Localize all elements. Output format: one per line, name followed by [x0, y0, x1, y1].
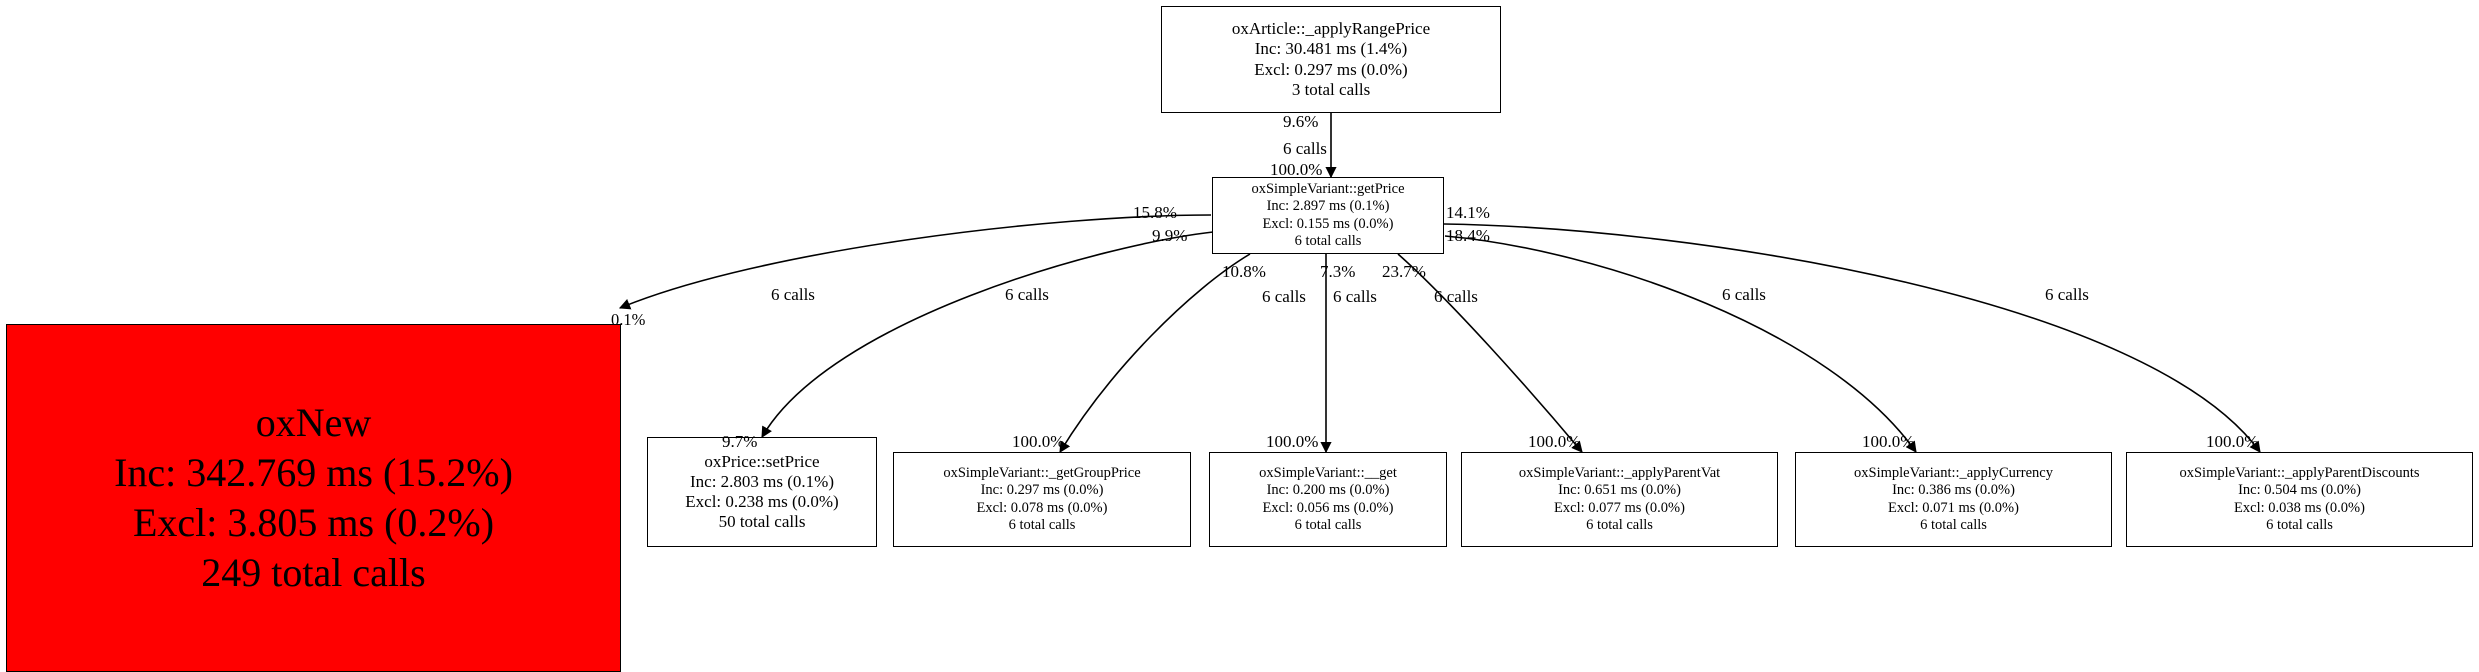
edge-label-calls: 6 calls [1005, 285, 1049, 304]
node-inclusive: Inc: 0.386 ms (0.0%) [1892, 482, 2015, 499]
node-get[interactable] [1209, 452, 1447, 547]
node-calls: 6 total calls [2266, 516, 2333, 533]
node-title: oxSimpleVariant::_applyCurrency [1854, 465, 2053, 482]
node-calls: 3 total calls [1291, 79, 1371, 99]
node-calls: 6 total calls [1294, 516, 1362, 533]
node-getPrice[interactable] [1212, 177, 1444, 254]
edge-getPrice-oxNew [620, 215, 1211, 308]
node-inclusive: Inc: 2.803 ms (0.1%) [689, 471, 834, 491]
node-title: oxSimpleVariant::getPrice [1251, 181, 1405, 198]
node-inclusive: Inc: 30.481 ms (1.4%) [1254, 39, 1408, 59]
node-applyRangePrice[interactable] [1161, 6, 1501, 113]
edge-getPrice-applyParentVat [1398, 254, 1582, 452]
node-calls: 6 total calls [1008, 516, 1076, 533]
node-inclusive: Inc: 0.504 ms (0.0%) [2238, 482, 2361, 499]
edge-label-calls: 6 calls [1283, 139, 1327, 158]
edge-getPrice-getGroupPrice [1060, 254, 1250, 452]
node-title: oxSimpleVariant::__get [1259, 465, 1397, 482]
node-applyParentVat[interactable] [1461, 452, 1778, 547]
edge-getPrice-setPrice [762, 232, 1213, 437]
node-exclusive: Excl: 0.238 ms (0.0%) [685, 492, 839, 511]
node-calls: 6 total calls [1294, 232, 1362, 249]
node-getGroupPrice[interactable] [893, 452, 1191, 547]
edge-label-percent: 9.9% [1152, 226, 1188, 245]
edge-label-calls: 6 calls [1722, 285, 1766, 304]
node-setPrice[interactable] [647, 437, 877, 547]
node-calls: 6 total calls [1920, 516, 1987, 533]
node-applyCurrency[interactable] [1795, 452, 2112, 547]
node-inclusive: Inc: 0.297 ms (0.0%) [980, 482, 1104, 499]
node-inclusive: Inc: 0.200 ms (0.0%) [1266, 482, 1390, 499]
edge-label-percent: 14.1% [1446, 203, 1490, 222]
edge-label-percent: 100.0% [2206, 432, 2259, 451]
node-exclusive: Excl: 0.071 ms (0.0%) [1888, 499, 2019, 516]
edge-label-percent: 15.8% [1133, 203, 1177, 222]
edge-label-percent: 100.0% [1266, 432, 1319, 451]
node-exclusive: Excl: 0.038 ms (0.0%) [2234, 499, 2365, 516]
edge-label-calls: 6 calls [771, 285, 815, 304]
edge-label-percent: 7.3% [1320, 262, 1356, 281]
edge-label-percent: 0.1% [611, 310, 646, 329]
node-title: oxSimpleVariant::_applyParentDiscounts [2179, 465, 2420, 482]
node-inclusive: Inc: 0.651 ms (0.0%) [1558, 482, 1681, 499]
node-title: oxArticle::_applyRangePrice [1231, 19, 1431, 39]
node-exclusive: Excl: 0.078 ms (0.0%) [976, 499, 1108, 516]
node-exclusive: Excl: 3.805 ms (0.2%) [132, 500, 495, 545]
edge-label-percent: 100.0% [1270, 160, 1323, 179]
edge-label-calls: 6 calls [2045, 285, 2089, 304]
edge-label-percent: 10.8% [1222, 262, 1266, 281]
edge-getPrice-applyParentDiscounts [1444, 224, 2260, 452]
node-exclusive: Excl: 0.297 ms (0.0%) [1254, 59, 1408, 79]
node-title: oxNew [255, 400, 372, 445]
edge-label-percent: 100.0% [1012, 432, 1065, 451]
node-title: oxSimpleVariant::_getGroupPrice [943, 465, 1141, 482]
edge-label-percent: 9.6% [1283, 112, 1319, 131]
edge-label-calls: 6 calls [1434, 287, 1478, 306]
node-oxNew[interactable] [6, 324, 621, 672]
edge-label-percent: 100.0% [1528, 432, 1581, 451]
node-title: oxSimpleVariant::_applyParentVat [1518, 465, 1721, 482]
edge-label-percent: 9.7% [722, 432, 758, 451]
edge-label-calls: 6 calls [1262, 287, 1306, 306]
node-title: oxPrice::setPrice [704, 451, 820, 471]
node-applyParentDiscounts[interactable] [2126, 452, 2473, 547]
edge-label-calls: 6 calls [1333, 287, 1377, 306]
node-calls: 50 total calls [718, 512, 806, 532]
node-calls: 249 total calls [201, 550, 426, 595]
node-exclusive: Excl: 0.077 ms (0.0%) [1554, 499, 1685, 516]
edge-label-percent: 23.7% [1382, 262, 1426, 281]
node-exclusive: Excl: 0.155 ms (0.0%) [1262, 215, 1394, 232]
edge-label-percent: 100.0% [1862, 432, 1915, 451]
node-inclusive: Inc: 2.897 ms (0.1%) [1266, 198, 1390, 215]
node-calls: 6 total calls [1586, 516, 1653, 533]
edge-label-percent: 18.4% [1446, 226, 1490, 245]
node-inclusive: Inc: 342.769 ms (15.2%) [114, 450, 513, 495]
node-exclusive: Excl: 0.056 ms (0.0%) [1262, 499, 1394, 516]
